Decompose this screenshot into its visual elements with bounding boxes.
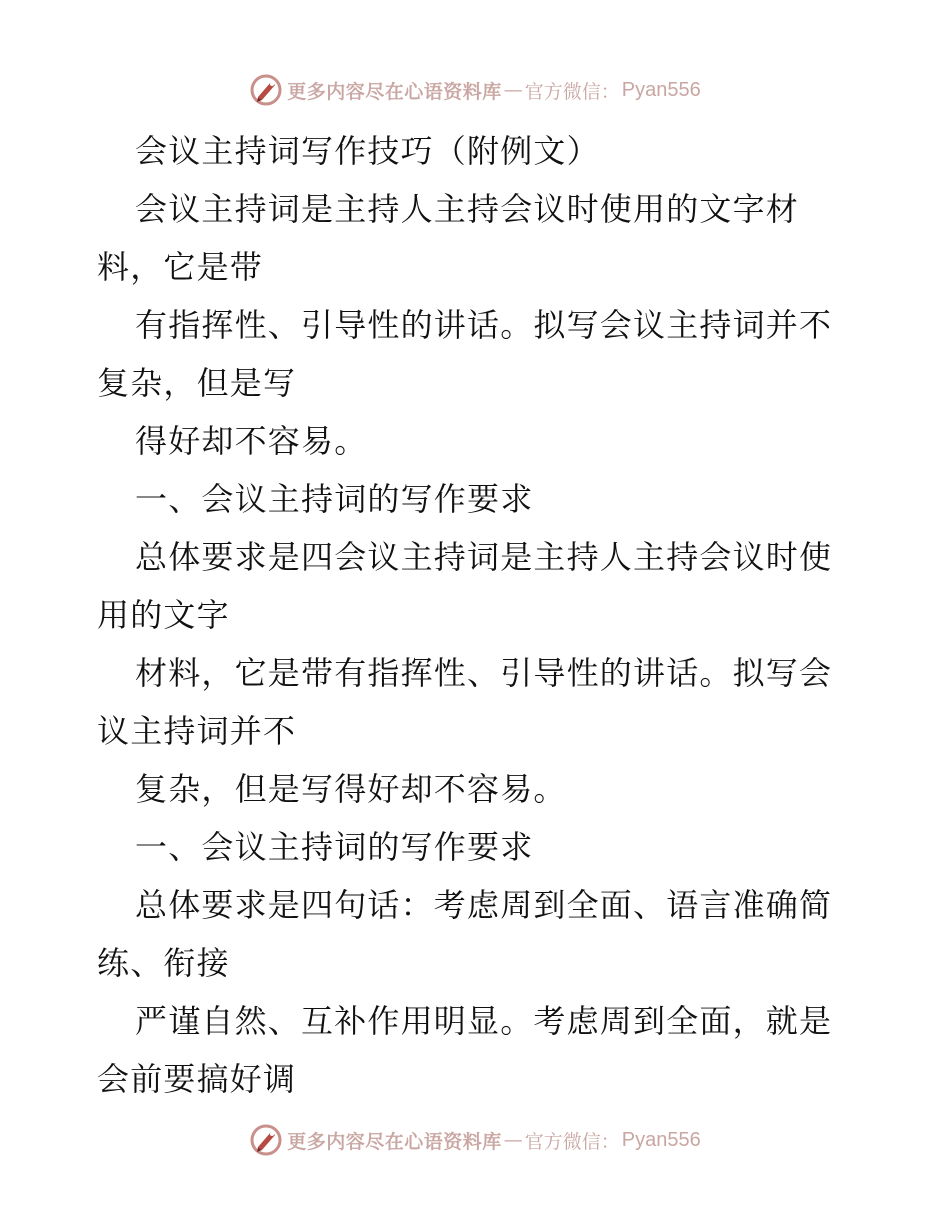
banner-main-text: 更多内容尽在心语资料库 (287, 1130, 502, 1153)
paragraph-line: 复杂，但是写 (97, 364, 297, 402)
paragraph-line: 会前要搞好调 (97, 1060, 297, 1098)
paragraph-line: 会议主持词是主持人主持会议时使用的文字材 (135, 190, 800, 228)
paragraph-line: 议主持词并不 (97, 712, 297, 750)
pen-swirl-logo-icon (249, 1123, 283, 1157)
header-banner (0, 68, 950, 112)
paragraph-line: 严谨自然、互补作用明显。考虑周到全面，就是 (135, 1002, 833, 1040)
document-title: 会议主持词写作技巧（附例文） (135, 132, 600, 170)
paragraph-line: 用的文字 (97, 596, 230, 634)
paragraph-line: 总体要求是四会议主持词是主持人主持会议时使 (135, 538, 833, 576)
section-heading: 一、会议主持词的写作要求 (135, 828, 534, 866)
paragraph-line: 料，它是带 (97, 248, 264, 286)
document-body (97, 122, 857, 1108)
pen-swirl-logo-icon (249, 73, 283, 107)
footer-banner (0, 1118, 950, 1162)
banner-dash: — (503, 1129, 523, 1151)
paragraph-line: 复杂，但是写得好却不容易。 (135, 770, 567, 808)
paragraph-line: 有指挥性、引导性的讲话。拟写会议主持词并不 (135, 306, 833, 344)
banner-main-text: 更多内容尽在心语资料库 (287, 80, 502, 103)
section-heading: 一、会议主持词的写作要求 (135, 480, 534, 518)
paragraph-line: 得好却不容易。 (135, 422, 368, 460)
banner-wechat-id: Pyan556 (621, 78, 701, 101)
paragraph-line: 练、衔接 (97, 944, 230, 982)
paragraph-line: 总体要求是四句话：考虑周到全面、语言准确简 (135, 886, 833, 924)
paragraph-line: 材料，它是带有指挥性、引导性的讲话。拟写会 (135, 654, 833, 692)
banner-wechat-label: 官方微信： (524, 1130, 620, 1153)
banner-dash: — (503, 79, 523, 101)
banner-wechat-label: 官方微信： (524, 80, 620, 103)
banner-wechat-id: Pyan556 (621, 1128, 701, 1151)
